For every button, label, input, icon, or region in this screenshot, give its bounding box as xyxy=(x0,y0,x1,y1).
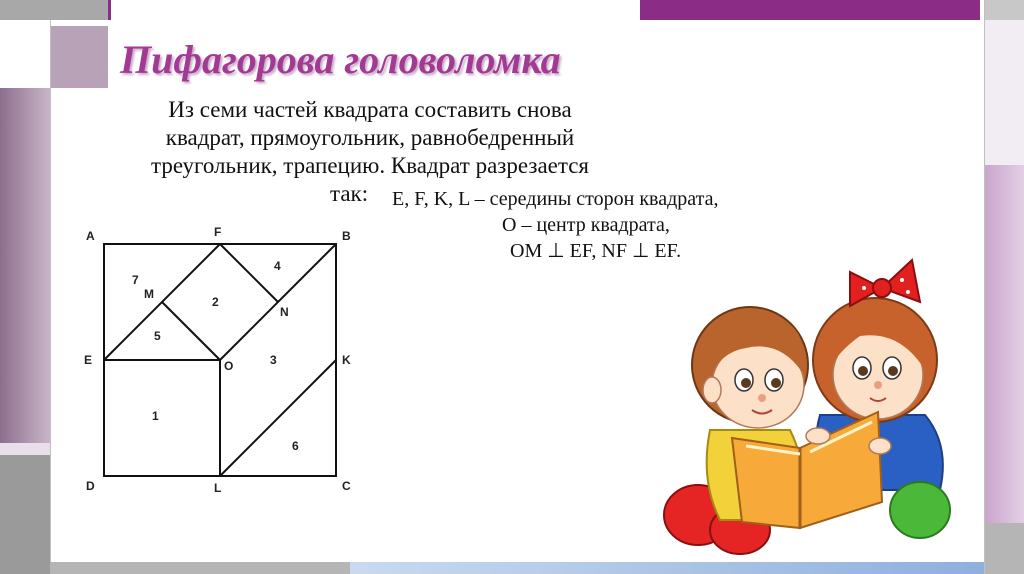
instructions-line: Из семи частей квадрата составить снова xyxy=(168,97,572,122)
square-dissection-figure xyxy=(74,218,364,498)
instructions-line: так: xyxy=(330,181,369,206)
segment-mo xyxy=(162,302,220,360)
instructions-line: квадрат, прямоугольник, равнобедренный xyxy=(165,125,575,150)
piece-6-label: 6 xyxy=(292,439,299,453)
frame-bottom-blue xyxy=(350,562,984,574)
frame-bottom-gray xyxy=(50,562,350,574)
definition-line: E, F, K, L – середины сторон квадрата, xyxy=(392,188,719,210)
point-n-label: N xyxy=(280,305,289,319)
segment-fn xyxy=(220,244,278,302)
frame-top-purple-left xyxy=(108,0,111,20)
frame-top-right-gray xyxy=(985,0,1024,20)
segment-kl xyxy=(220,360,336,476)
point-k-label: K xyxy=(342,353,351,367)
piece-1-label: 1 xyxy=(152,409,159,423)
frame-left-white-band xyxy=(0,443,50,455)
point-l-label: L xyxy=(214,481,222,495)
slide-title: Пифагорова головоломка xyxy=(120,37,561,82)
point-b-label: B xyxy=(342,229,351,243)
frame-top-left-gray xyxy=(0,0,108,20)
point-e-label: E xyxy=(84,353,93,367)
definition-line: OM ⊥ EF, NF ⊥ EF. xyxy=(510,240,682,262)
frame-left-gray-band xyxy=(0,88,50,443)
children-reading-illustration xyxy=(650,240,960,560)
piece-7-label: 7 xyxy=(132,273,139,287)
piece-2-label: 2 xyxy=(212,295,219,309)
point-f-label: F xyxy=(214,225,222,239)
point-c-label: C xyxy=(342,479,351,493)
piece-3-label: 3 xyxy=(270,353,277,367)
instructions-line: треугольник, трапецию. Квадрат разрезается xyxy=(151,153,589,178)
frame-left-lilac-block xyxy=(50,26,108,88)
frame-bottom-right-gray xyxy=(985,523,1024,574)
frame-left-vertical-line xyxy=(50,20,51,574)
point-d-label: D xyxy=(86,479,95,493)
frame-left-bottom-gray xyxy=(0,455,50,574)
frame-right-lilac-band xyxy=(985,165,1024,523)
piece-4-label: 4 xyxy=(274,259,281,273)
point-a-label: A xyxy=(86,229,95,243)
point-o-label: O xyxy=(224,359,234,373)
point-m-label: M xyxy=(144,287,154,301)
piece-5-label: 5 xyxy=(154,329,161,343)
frame-top-purple-right xyxy=(640,0,980,20)
frame-right-top-lilac xyxy=(985,20,1024,165)
definition-line: O – центр квадрата, xyxy=(502,214,670,236)
